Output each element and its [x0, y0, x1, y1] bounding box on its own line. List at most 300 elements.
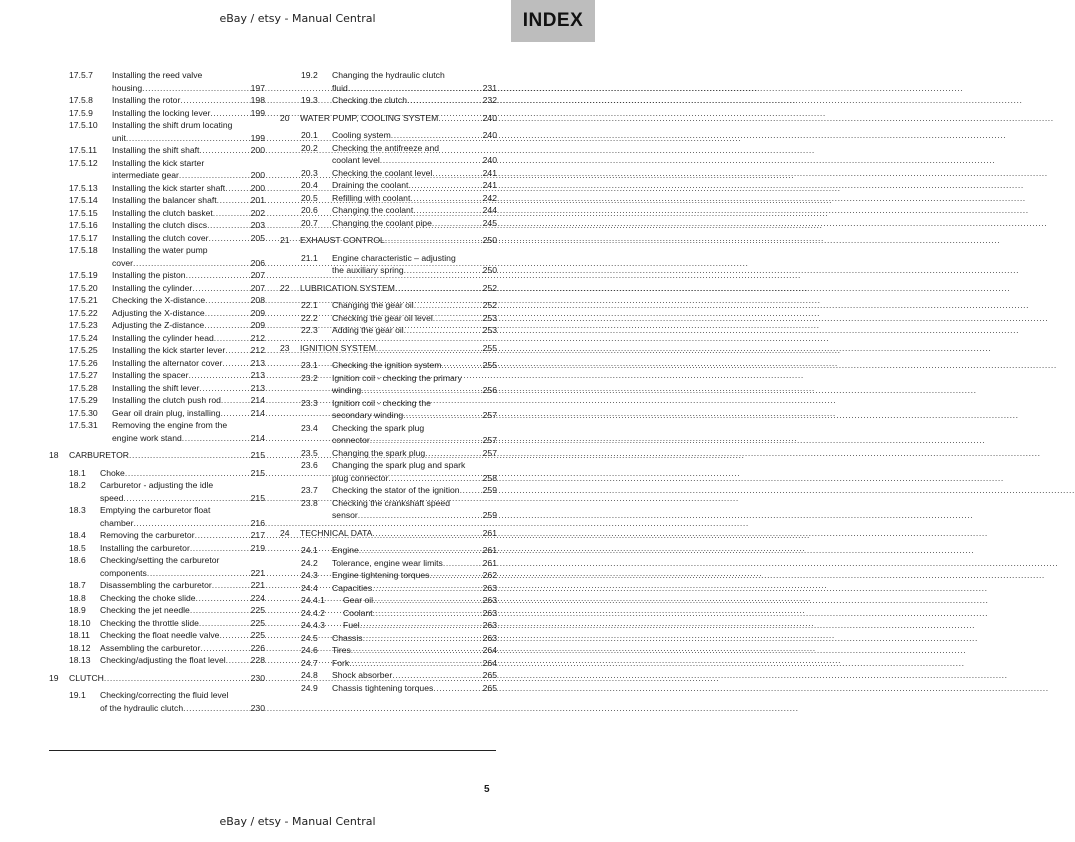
toc-page: 261 — [482, 527, 497, 538]
toc-number: 18.7 — [69, 580, 86, 590]
toc-page: 257 — [482, 410, 497, 420]
toc-entry[interactable] — [49, 579, 265, 592]
leader-dots — [372, 582, 482, 595]
toc-number: 24.9 — [301, 682, 318, 693]
leader-dots — [432, 167, 481, 180]
toc-section[interactable] — [280, 342, 497, 355]
toc-entry[interactable] — [49, 94, 265, 107]
leader-dots — [376, 342, 482, 355]
toc-number: 20.1 — [301, 130, 318, 140]
leader-dots — [395, 282, 482, 295]
leader-dots — [433, 312, 482, 325]
toc-entry[interactable] — [280, 94, 497, 107]
toc-number: 17.5.23 — [69, 320, 98, 330]
toc-page: 221 — [250, 567, 265, 578]
index-tab[interactable]: INDEX — [511, 0, 595, 42]
leader-dots — [404, 264, 482, 277]
toc-number: 23.4 — [301, 422, 318, 433]
toc-number: 17.5.31 — [69, 420, 98, 430]
toc-page: 253 — [482, 312, 497, 323]
toc-title: Installing the rotor — [112, 95, 181, 105]
toc-title: Ignition coil - checking the — [332, 397, 431, 408]
toc-entry[interactable] — [49, 629, 265, 642]
toc-entry[interactable] — [280, 324, 497, 337]
leader-dots — [358, 509, 482, 522]
toc-number: 23.3 — [301, 397, 318, 408]
toc-entry[interactable] — [49, 269, 265, 282]
toc-title: LUBRICATION SYSTEM — [300, 282, 395, 293]
toc-number: 17.5.14 — [69, 195, 98, 205]
toc-entry[interactable] — [49, 319, 265, 332]
toc-page: 245 — [482, 217, 497, 228]
toc-title: Checking the antifreeze and — [332, 142, 440, 153]
toc-right-column — [280, 69, 497, 694]
toc-number: 20.2 — [301, 142, 318, 153]
toc-entry[interactable] — [49, 407, 265, 420]
toc-page: 263 — [482, 595, 497, 605]
toc-entry[interactable] — [49, 107, 265, 120]
toc-entry[interactable] — [280, 632, 497, 645]
toc-entry[interactable] — [280, 447, 497, 460]
toc-title: plug connector — [332, 472, 389, 483]
toc-entry[interactable] — [280, 484, 497, 497]
toc-entry[interactable] — [280, 372, 497, 397]
leader-dots — [188, 369, 249, 382]
leader-dots — [441, 359, 481, 372]
toc-title: Checking the X-distance — [112, 295, 206, 305]
page-footer: eBay / etsy - Manual Central — [219, 815, 376, 828]
toc-page: 219 — [250, 542, 265, 553]
toc-page: 216 — [250, 517, 265, 528]
toc-page: 255 — [482, 342, 497, 353]
toc-title: Checking the choke slide — [100, 592, 196, 603]
toc-title: Engine — [332, 545, 359, 555]
toc-page: 230 — [250, 702, 265, 713]
toc-number: 19.1 — [69, 690, 86, 700]
leader-dots — [123, 492, 249, 505]
toc-entry[interactable] — [280, 569, 497, 582]
toc-page: 241 — [482, 167, 497, 178]
toc-number: 20 — [280, 112, 290, 123]
toc-page: 250 — [482, 235, 497, 245]
leader-dots — [373, 594, 482, 607]
toc-page: 214 — [250, 432, 265, 443]
toc-entry[interactable] — [49, 504, 265, 529]
toc-title: Changing the spark plug — [332, 447, 426, 458]
toc-page: 202 — [250, 207, 265, 218]
toc-entry[interactable] — [280, 669, 497, 682]
toc-number: 23.7 — [301, 485, 318, 495]
toc-entry[interactable] — [49, 307, 265, 320]
toc-section[interactable] — [49, 672, 265, 685]
toc-page: 232 — [482, 95, 497, 105]
toc-number: 22.1 — [301, 300, 318, 310]
toc-page: 252 — [482, 300, 497, 310]
toc-number: 22 — [280, 282, 290, 293]
toc-page: 241 — [482, 180, 497, 190]
toc-entry[interactable] — [49, 617, 265, 630]
toc-number: 17.5.15 — [69, 207, 98, 218]
toc-title: Ignition coil - checking the primary — [332, 372, 462, 383]
toc-entry[interactable] — [280, 459, 497, 484]
leader-dots — [225, 182, 249, 195]
toc-entry[interactable] — [49, 157, 265, 182]
leader-dots — [195, 529, 250, 542]
toc-title: secondary winding — [332, 410, 404, 420]
toc-page: 207 — [250, 282, 265, 293]
leader-dots — [385, 234, 482, 247]
toc-page: 215 — [250, 492, 265, 503]
toc-title: Checking/adjusting the float level — [100, 655, 226, 665]
toc-number: 18 — [49, 450, 59, 460]
leader-dots — [196, 592, 250, 605]
toc-title: Removing the engine from the — [112, 420, 228, 430]
toc-number: 21 — [280, 235, 290, 245]
toc-page: 213 — [250, 357, 265, 368]
toc-number: 17.5.20 — [69, 282, 98, 293]
toc-title: Checking the jet needle — [100, 605, 190, 615]
toc-page: 265 — [482, 682, 497, 693]
leader-dots — [209, 232, 250, 245]
toc-section[interactable] — [280, 527, 497, 540]
leader-dots — [213, 207, 250, 220]
leader-dots — [205, 294, 250, 307]
leader-dots — [372, 527, 481, 540]
toc-entry[interactable] — [49, 529, 265, 542]
toc-entry[interactable] — [280, 682, 497, 695]
toc-page: 215 — [250, 467, 265, 478]
toc-entry[interactable] — [280, 299, 497, 312]
toc-entry[interactable] — [49, 294, 265, 307]
toc-entry[interactable] — [49, 244, 265, 269]
toc-entry[interactable] — [280, 359, 497, 372]
toc-entry[interactable] — [49, 394, 265, 407]
toc-entry[interactable] — [280, 422, 497, 447]
toc-entry[interactable] — [49, 419, 265, 444]
toc-page: 206 — [250, 257, 265, 268]
toc-entry[interactable] — [49, 332, 265, 345]
leader-dots — [182, 432, 250, 445]
toc-title: IGNITION SYSTEM — [300, 342, 376, 353]
toc-entry[interactable] — [280, 619, 497, 632]
leader-dots — [225, 344, 249, 357]
toc-entry[interactable] — [49, 182, 265, 195]
toc-page: 200 — [250, 182, 265, 193]
toc-page: 231 — [482, 82, 497, 93]
toc-page: 207 — [250, 270, 265, 280]
toc-title: Checking the spark plug — [332, 422, 425, 433]
toc-number: 22.2 — [301, 312, 318, 323]
toc-title: speed — [100, 492, 124, 503]
toc-left-column — [49, 69, 265, 714]
toc-entry[interactable] — [280, 557, 497, 570]
toc-entry[interactable] — [280, 397, 497, 422]
toc-section[interactable] — [280, 234, 497, 247]
leader-dots — [360, 619, 482, 632]
toc-title: Adding the gear oil — [332, 325, 404, 335]
toc-page: 257 — [482, 435, 497, 445]
toc-number: 19.3 — [301, 95, 318, 105]
toc-entry[interactable] — [49, 69, 265, 94]
toc-entry[interactable] — [49, 369, 265, 382]
toc-number: 21.1 — [301, 252, 318, 263]
leader-dots — [129, 449, 250, 462]
toc-number: 18.11 — [69, 630, 90, 640]
toc-title: Installing the kick starter — [112, 157, 205, 168]
toc-entry[interactable] — [49, 219, 265, 232]
toc-entry[interactable] — [280, 657, 497, 670]
toc-title: Checking the throttle slide — [100, 617, 199, 628]
toc-entry[interactable] — [280, 142, 497, 167]
toc-entry[interactable] — [280, 644, 497, 657]
toc-title: Disassembling the carburetor — [100, 580, 212, 590]
page-number: 5 — [484, 784, 490, 795]
toc-number: 17.5.12 — [69, 157, 98, 168]
leader-dots — [186, 269, 250, 282]
toc-entry[interactable] — [280, 129, 497, 142]
toc-title: Installing the cylinder — [112, 282, 193, 293]
toc-number: 24.4 — [301, 582, 318, 593]
toc-page: 259 — [482, 485, 497, 495]
toc-entry[interactable] — [49, 642, 265, 655]
toc-page: 209 — [250, 307, 265, 318]
toc-number: 19.2 — [301, 70, 318, 80]
toc-page: 226 — [250, 642, 265, 653]
toc-number: 18.12 — [69, 642, 91, 653]
toc-entry[interactable] — [49, 592, 265, 605]
toc-page: 221 — [250, 580, 265, 590]
toc-page: 208 — [250, 295, 265, 305]
toc-entry[interactable] — [280, 594, 497, 607]
toc-page: 240 — [482, 155, 497, 165]
toc-page: 224 — [250, 592, 265, 603]
leader-dots — [370, 434, 482, 447]
toc-title: Tolerance, engine wear limits — [332, 557, 443, 568]
toc-entry[interactable] — [49, 689, 265, 714]
toc-title: Checking/correcting the fluid level — [100, 690, 229, 700]
toc-title: Refilling with coolant — [332, 192, 411, 203]
toc-title: Installing the kick starter shaft — [112, 182, 226, 193]
toc-entry[interactable] — [280, 204, 497, 217]
leader-dots — [348, 82, 482, 95]
toc-title: Installing the spacer — [112, 370, 189, 380]
leader-dots — [183, 702, 250, 715]
leader-dots — [404, 324, 482, 337]
toc-number: 24.8 — [301, 670, 318, 680]
toc-entry[interactable] — [280, 252, 497, 277]
toc-title: Installing the piston — [112, 270, 186, 280]
toc-entry[interactable] — [49, 344, 265, 357]
toc-entry[interactable] — [280, 179, 497, 192]
toc-number: 18.9 — [69, 605, 86, 615]
toc-entry[interactable] — [280, 607, 497, 620]
toc-entry[interactable] — [280, 167, 497, 180]
toc-section[interactable] — [49, 449, 265, 462]
toc-entry[interactable] — [49, 282, 265, 295]
leader-dots — [192, 282, 249, 295]
toc-entry[interactable] — [49, 554, 265, 579]
toc-section[interactable] — [280, 282, 497, 295]
leader-dots — [392, 669, 481, 682]
leader-dots — [361, 384, 482, 397]
toc-title: Emptying the carburetor float — [100, 505, 211, 515]
page-header: eBay / etsy - Manual Central — [219, 12, 376, 25]
toc-title: Checking the stator of the ignition — [332, 485, 460, 495]
toc-entry[interactable] — [49, 604, 265, 617]
toc-entry[interactable] — [280, 312, 497, 325]
toc-title: Checking the gear oil level — [332, 312, 433, 323]
toc-page: 199 — [250, 107, 265, 118]
leader-dots — [180, 94, 249, 107]
toc-page: 240 — [482, 130, 497, 140]
leader-dots — [226, 654, 250, 667]
toc-title: Changing the coolant — [332, 205, 414, 215]
leader-dots — [373, 607, 482, 620]
leader-dots — [363, 632, 482, 645]
leader-dots — [205, 307, 250, 320]
toc-title: Cooling system — [332, 130, 391, 140]
leader-dots — [147, 567, 250, 580]
toc-title: Installing the shift shaft — [112, 145, 200, 155]
toc-title: connector — [332, 435, 370, 445]
toc-number: 17.5.30 — [69, 407, 98, 418]
leader-dots — [425, 447, 481, 460]
toc-number: 17.5.11 — [69, 145, 98, 155]
toc-page: 199 — [250, 132, 265, 143]
toc-entry[interactable] — [49, 382, 265, 395]
toc-title: Assembling the carburetor — [100, 642, 201, 653]
leader-dots — [349, 657, 481, 670]
toc-title: Checking the clutch — [332, 95, 407, 105]
toc-entry[interactable] — [49, 479, 265, 504]
toc-title: Choke — [100, 467, 125, 478]
toc-title: Installing the clutch basket — [112, 207, 213, 218]
toc-number: 24.7 — [301, 657, 318, 668]
toc-title: components — [100, 567, 147, 578]
toc-entry[interactable] — [49, 194, 265, 207]
toc-title: Installing the clutch cover — [112, 232, 209, 243]
leader-dots — [104, 672, 250, 685]
toc-entry[interactable] — [280, 69, 497, 94]
leader-dots — [199, 382, 249, 395]
toc-number: 17.5.19 — [69, 270, 98, 280]
toc-page: 244 — [482, 205, 497, 215]
toc-page: 213 — [250, 370, 265, 380]
leader-dots — [438, 112, 481, 125]
toc-entry[interactable] — [49, 119, 265, 144]
toc-title: Adjusting the Z-distance — [112, 320, 205, 330]
leader-dots — [210, 107, 249, 120]
toc-entry[interactable] — [49, 357, 265, 370]
toc-title: cover — [112, 257, 134, 268]
toc-title: CLUTCH — [69, 672, 104, 683]
toc-title: Installing the water pump — [112, 245, 208, 255]
toc-page: 225 — [250, 630, 265, 640]
leader-dots — [359, 544, 482, 557]
toc-entry[interactable] — [280, 192, 497, 205]
leader-dots — [199, 144, 249, 157]
leader-dots — [133, 517, 249, 530]
toc-title: winding — [332, 385, 362, 395]
toc-page: 264 — [482, 657, 497, 668]
toc-page: 209 — [250, 320, 265, 330]
toc-page: 217 — [250, 530, 265, 540]
toc-page: 264 — [482, 645, 497, 655]
toc-number: 17.5.22 — [69, 307, 98, 318]
toc-title: Capacities — [332, 582, 373, 593]
toc-page: 215 — [250, 450, 265, 460]
toc-number: 17.5.10 — [69, 120, 98, 130]
toc-number: 24 — [280, 527, 290, 538]
toc-page: 257 — [482, 447, 497, 458]
toc-entry[interactable] — [280, 544, 497, 557]
toc-number: 23.5 — [301, 447, 318, 458]
toc-entry[interactable] — [280, 217, 497, 230]
leader-dots — [204, 319, 249, 332]
toc-number: 24.1 — [301, 545, 318, 555]
toc-entry[interactable] — [49, 207, 265, 220]
toc-title: EXHAUST CONTROL — [300, 235, 385, 245]
toc-number: 23.1 — [301, 360, 318, 370]
leader-dots — [133, 257, 250, 270]
leader-dots — [199, 617, 250, 630]
toc-page: 265 — [482, 670, 497, 680]
toc-entry[interactable] — [49, 232, 265, 245]
toc-number: 24.4.2 — [301, 607, 325, 618]
toc-number: 24.2 — [301, 557, 318, 568]
toc-number: 22.3 — [301, 325, 318, 335]
toc-page: 200 — [250, 145, 265, 155]
toc-entry[interactable] — [49, 144, 265, 157]
toc-page: 242 — [482, 192, 497, 203]
footer-rule — [49, 750, 496, 751]
toc-title: Checking/setting the carburetor — [100, 555, 220, 565]
toc-title: Changing the gear oil — [332, 300, 414, 310]
toc-page: 255 — [482, 360, 497, 370]
leader-dots — [407, 94, 482, 107]
toc-entry[interactable] — [49, 542, 265, 555]
leader-dots — [125, 467, 250, 480]
leader-dots — [190, 542, 250, 555]
toc-section[interactable] — [280, 112, 497, 125]
toc-page: 203 — [250, 220, 265, 230]
leader-dots — [408, 179, 481, 192]
toc-title: Installing the cylinder head — [112, 332, 214, 343]
toc-number: 18.5 — [69, 542, 86, 553]
leader-dots — [432, 217, 482, 230]
toc-title: CARBURETOR — [69, 450, 130, 460]
toc-title: Coolant — [343, 607, 373, 618]
toc-entry[interactable] — [49, 654, 265, 667]
toc-entry[interactable] — [280, 582, 497, 595]
toc-title: Installing the shift lever — [112, 382, 200, 393]
leader-dots — [190, 604, 250, 617]
toc-number: 20.7 — [301, 217, 318, 228]
toc-number: 24.3 — [301, 570, 318, 580]
toc-entry[interactable] — [280, 497, 497, 522]
toc-page: 200 — [250, 170, 265, 180]
toc-number: 20.3 — [301, 167, 318, 178]
toc-entry[interactable] — [49, 467, 265, 480]
toc-page: 256 — [482, 385, 497, 395]
toc-title: Changing the hydraulic clutch — [332, 70, 445, 80]
leader-dots — [380, 154, 482, 167]
toc-number: 23 — [280, 342, 290, 353]
leader-dots — [217, 194, 250, 207]
toc-title: of the hydraulic clutch — [100, 702, 184, 713]
toc-title: Removing the carburetor — [100, 530, 195, 540]
leader-dots — [219, 629, 249, 642]
